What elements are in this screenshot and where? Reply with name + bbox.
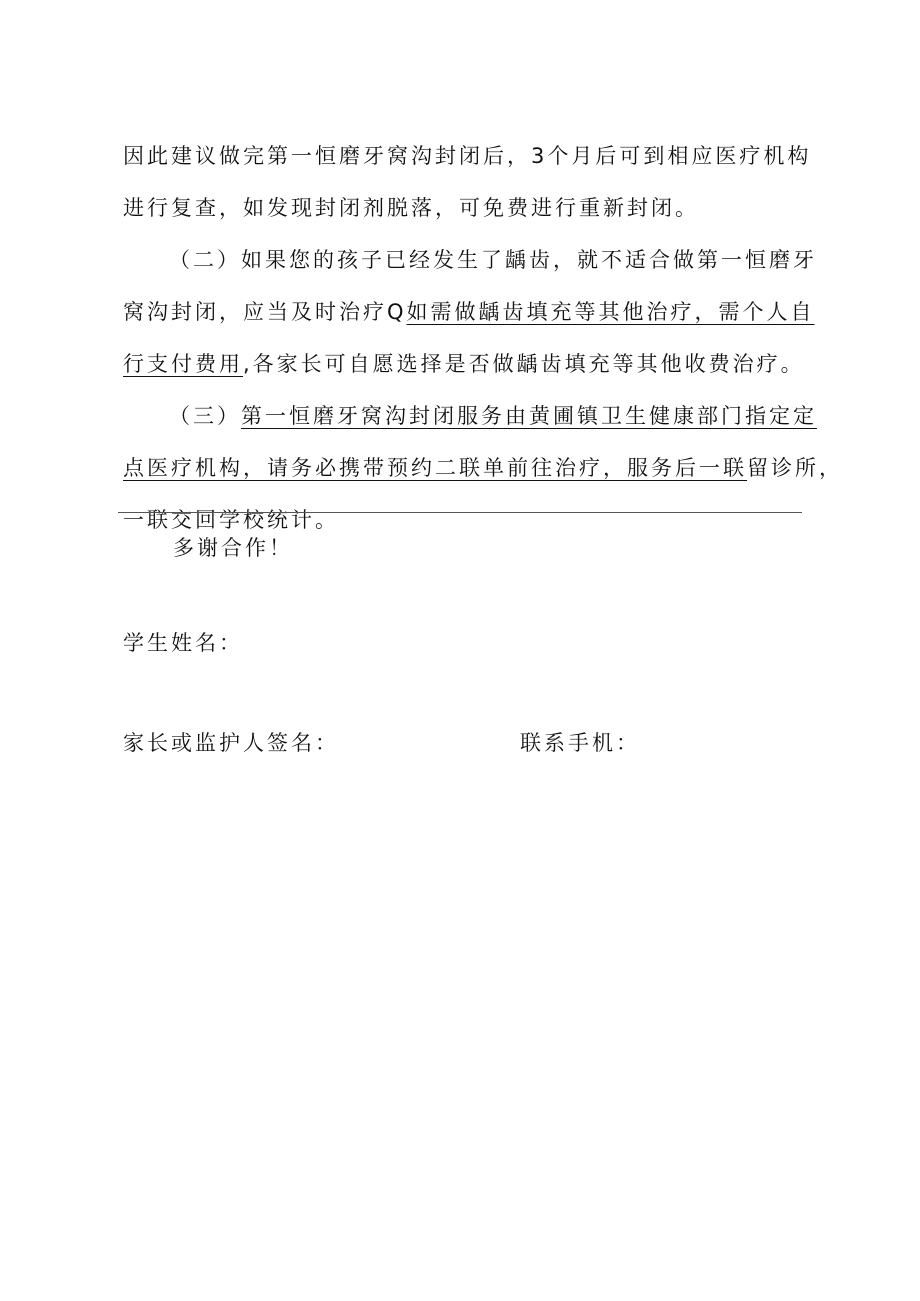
paragraph-3-line-1-underlined: 第一恒磨牙窝沟封闭服务由黄圃镇卫生健康部门指定定 (241, 404, 817, 428)
paragraph-3-line-1 (123, 390, 817, 442)
paragraph-3-prefix: （三） (169, 404, 241, 428)
paragraph-1-line-1: 因此建议做完第一恒磨牙窝沟封闭后，3个月后可到相应医疗机构 (123, 144, 812, 168)
paragraph-2-line-3-plain: ,各家长可自愿选择是否做龋齿填充等其他收费治疗。 (243, 352, 805, 376)
thanks-text: 多谢合作！ (173, 536, 293, 560)
guardian-signature-label: 家长或监护人签名： (123, 731, 339, 755)
paragraph-2-line-2 (123, 286, 815, 338)
paragraph-1-line-2: 进行复查，如发现封闭剂脱落，可免费进行重新封闭。 (123, 196, 699, 220)
paragraph-2-line-2-plain: 窝沟封闭，应当及时治疗Q (123, 300, 407, 324)
student-name-label: 学生姓名： (123, 631, 243, 655)
horizontal-rule (118, 512, 802, 513)
notice-body (123, 130, 843, 546)
paragraph-3-line-2-plain: 留诊所， (747, 456, 843, 480)
paragraph-2-line-3-underlined: 行支付费用 (123, 352, 243, 376)
paragraph-2-line-2-underlined: 如需做龋齿填充等其他治疗，需个人自 (406, 300, 815, 324)
paragraph-3-line-2 (123, 442, 843, 494)
paragraph-2-line-1: （二）如果您的孩子已经发生了龋齿，就不适合做第一恒磨牙 (169, 248, 817, 272)
paragraph-2-line-3 (123, 338, 803, 390)
contact-phone-label: 联系手机： (520, 731, 640, 755)
paragraph-3-line-3: 一联交回学校统计。 (123, 508, 339, 532)
paragraph-3-line-2-underlined: 点医疗机构，请务必携带预约二联单前往治疗，服务后一联 (123, 456, 747, 480)
